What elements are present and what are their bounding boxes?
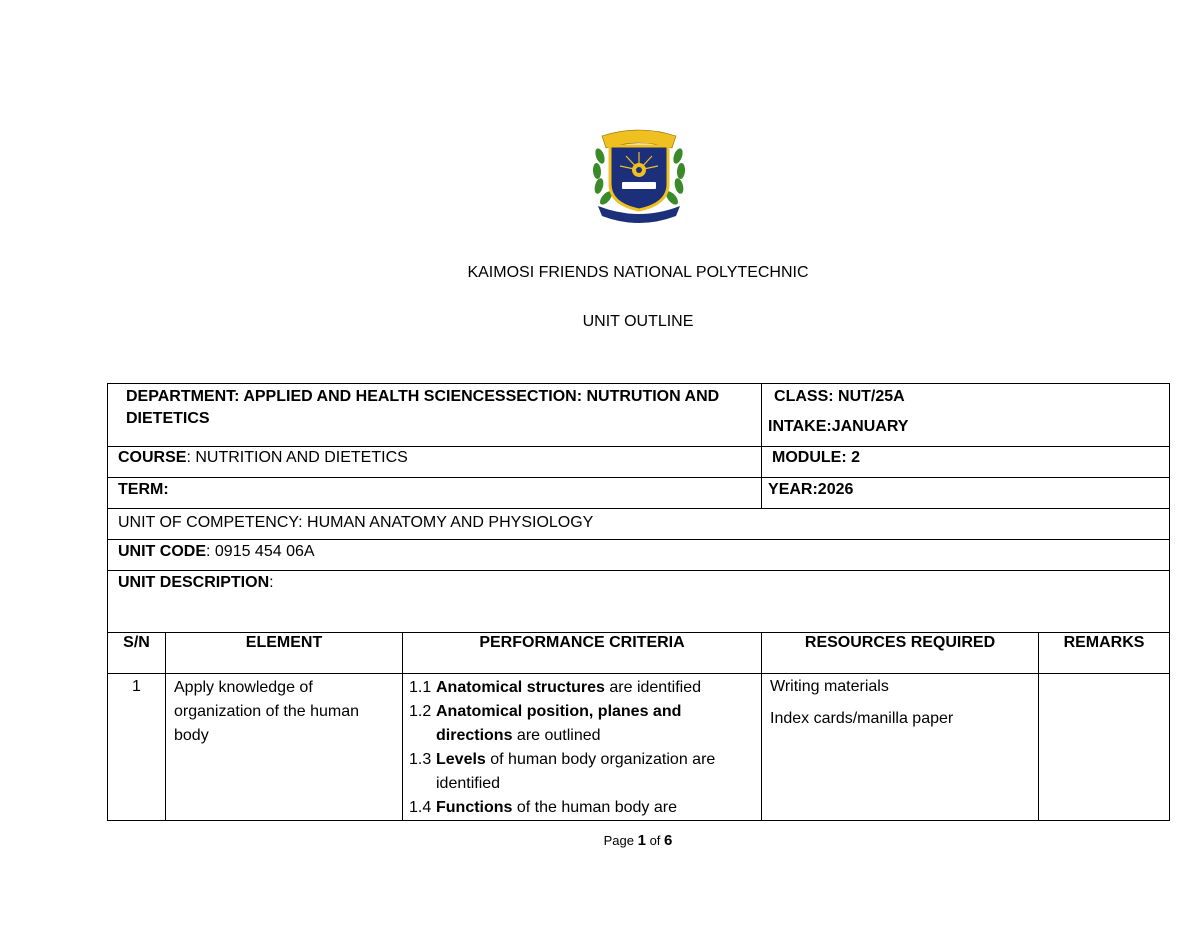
current-page-number: 1 bbox=[637, 832, 646, 849]
unit-description-label: UNIT DESCRIPTION bbox=[118, 574, 270, 591]
criterion-rest: of human body organization are identified bbox=[436, 751, 716, 792]
row-sn: 1 bbox=[132, 678, 141, 695]
criterion-rest: of the human body are bbox=[512, 799, 677, 816]
inner-ribbon bbox=[622, 182, 656, 189]
performance-criteria-list bbox=[403, 674, 761, 820]
column-header-resources: RESOURCES REQUIRED bbox=[804, 634, 996, 651]
column-header-remarks: REMARKS bbox=[1063, 634, 1145, 651]
criterion-item bbox=[409, 700, 757, 748]
course-value: : NUTRITION AND DIETETICS bbox=[186, 449, 408, 466]
criterion-key: Functions bbox=[436, 799, 513, 816]
criterion-number: 1.1 bbox=[409, 679, 432, 696]
column-header-sn: S/N bbox=[123, 634, 150, 651]
row-element: Apply knowledge of organization of the human body bbox=[174, 679, 360, 744]
class-cell bbox=[762, 384, 1170, 447]
unit-code-value: : 0915 454 06A bbox=[206, 543, 315, 560]
unit-code-label: UNIT CODE bbox=[118, 543, 206, 560]
criterion-number: 1.3 bbox=[409, 751, 432, 768]
table-row bbox=[108, 674, 1170, 821]
department-cell bbox=[108, 384, 762, 447]
unit-competency: UNIT OF COMPETENCY: HUMAN ANATOMY AND PHYSIOLOGY bbox=[118, 514, 594, 531]
term-cell bbox=[108, 478, 762, 509]
unit-code-cell bbox=[108, 540, 1170, 571]
year-cell bbox=[762, 478, 1170, 509]
year-label: YEAR:2026 bbox=[768, 481, 854, 498]
resource-item: Index cards/manilla paper bbox=[770, 710, 954, 727]
criterion-key: Anatomical structures bbox=[436, 679, 605, 696]
intake-label: INTAKE:JANUARY bbox=[768, 418, 909, 435]
polytechnic-crest-logo bbox=[588, 126, 690, 224]
criterion-number: 1.2 bbox=[409, 703, 432, 720]
unit-description-colon: : bbox=[269, 574, 274, 591]
of-word: of bbox=[649, 833, 661, 848]
criterion-number: 1.4 bbox=[409, 799, 432, 816]
resource-item: Writing materials bbox=[770, 678, 889, 695]
document-title: UNIT OUTLINE bbox=[582, 313, 694, 330]
total-page-number: 6 bbox=[664, 832, 673, 849]
criterion-rest: are outlined bbox=[512, 727, 601, 744]
criterion-item bbox=[409, 796, 757, 820]
department-label: DEPARTMENT: APPLIED AND HEALTH SCIENCESSECTION: NUTRUTION AND DIETETICS bbox=[126, 388, 720, 427]
institution-name: KAIMOSI FRIENDS NATIONAL POLYTECHNIC bbox=[467, 264, 809, 281]
course-label: COURSE bbox=[118, 449, 187, 466]
module-label: MODULE: 2 bbox=[772, 449, 861, 466]
criterion-item bbox=[409, 748, 757, 796]
column-header-criteria: PERFORMANCE CRITERIA bbox=[479, 634, 685, 651]
page-footer bbox=[0, 832, 1200, 849]
column-header-row bbox=[108, 633, 1170, 674]
class-label: CLASS: NUT/25A bbox=[774, 388, 905, 405]
criterion-key: Levels bbox=[436, 751, 486, 768]
course-cell bbox=[108, 447, 762, 478]
column-header-element: ELEMENT bbox=[245, 634, 323, 651]
module-cell bbox=[762, 447, 1170, 478]
competency-cell bbox=[108, 509, 1170, 540]
row-remarks bbox=[1039, 674, 1169, 680]
term-label: TERM: bbox=[118, 481, 169, 498]
unit-description-cell bbox=[108, 571, 1170, 633]
unit-outline-table bbox=[107, 383, 1170, 821]
criterion-rest: are identified bbox=[604, 679, 701, 696]
criterion-key: Anatomical position, planes and directions bbox=[436, 703, 682, 744]
criterion-item bbox=[409, 676, 757, 700]
page-word: Page bbox=[603, 833, 634, 848]
